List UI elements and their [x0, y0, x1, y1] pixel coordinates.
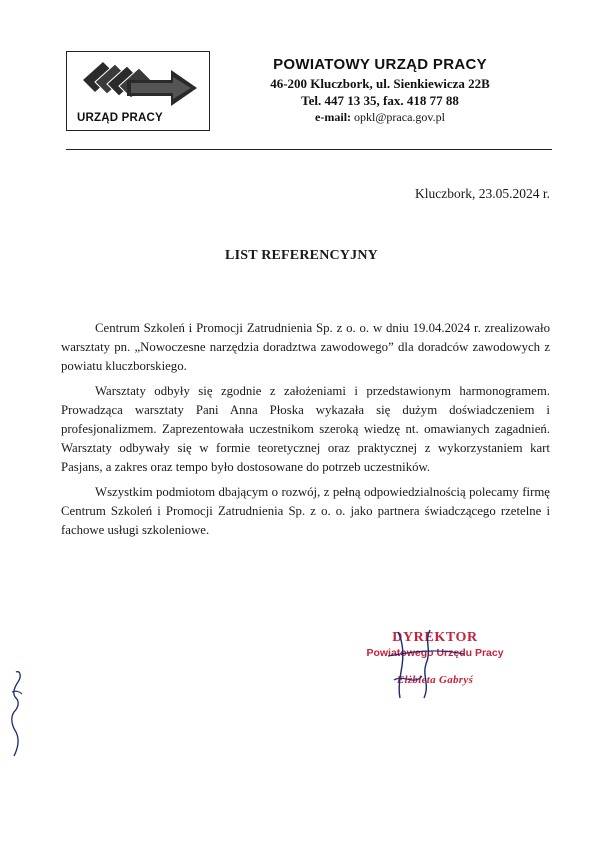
org-email — [235, 110, 525, 125]
org-address: 46-200 Kluczbork, ul. Sienkiewicza 22B — [270, 76, 490, 91]
letter-body — [61, 319, 550, 547]
office-logo — [66, 51, 210, 131]
email-label: e-mail: — [315, 110, 352, 124]
org-name: POWIATOWY URZĄD PRACY — [273, 56, 487, 73]
header-divider — [66, 149, 552, 150]
stamp-name: Elżbieta Gabryś — [396, 674, 474, 686]
email-link[interactable]: opkl@praca.gov.pl — [354, 110, 445, 124]
stamp-title: DYREKTOR — [392, 630, 478, 645]
arrow-logo-icon — [73, 58, 205, 110]
paragraph-2: Warsztaty odbyły się zgodnie z założeniami i przedstawionym harmonogramem. Prowadząca warsztaty Pani Anna Płoska wykazała się dużym doświadczeniem i profesjonalizmem. Zaprezentowała uczestnikom szeroką wiedzę nt. omawianych zagadnień. Warsztaty odbywały się w formie teoretycznej oraz praktycznej z wykorzystaniem kart Pasjans, a zakres oraz tempo było dostosowane do potrzeb uczestników. — [61, 384, 550, 474]
paragraph-1: Centrum Szkoleń i Promocji Zatrudnienia Sp. z o. o. w dniu 19.04.2024 r. zrealizowało warsztaty pn. „Nowoczesne narzędzia doradztwa zawodowego” dla doradców zawodowych z powiatu kluczborskiego. — [61, 321, 550, 373]
margin-mark-icon — [6, 668, 30, 760]
org-phone: Tel. 447 13 35, fax. 418 77 88 — [301, 93, 459, 108]
logo-text: URZĄD PRACY — [77, 112, 163, 124]
letter-title: LIST REFERENCYJNY — [225, 248, 378, 263]
stamp-subtitle: Powiatowego Urzędu Pracy — [366, 647, 504, 659]
date-line: Kluczbork, 23.05.2024 r. — [415, 186, 550, 201]
signature-icon — [380, 626, 470, 706]
paragraph-3: Wszystkim podmiotom dbającym o rozwój, z pełną odpowiedzialnością polecamy firmę Centrum Szkoleń i Promocji Zatrudnienia Sp. z o. o. jako partnera świadczącego rzetelne i fachowe usługi szkoleniowe. — [61, 485, 550, 537]
